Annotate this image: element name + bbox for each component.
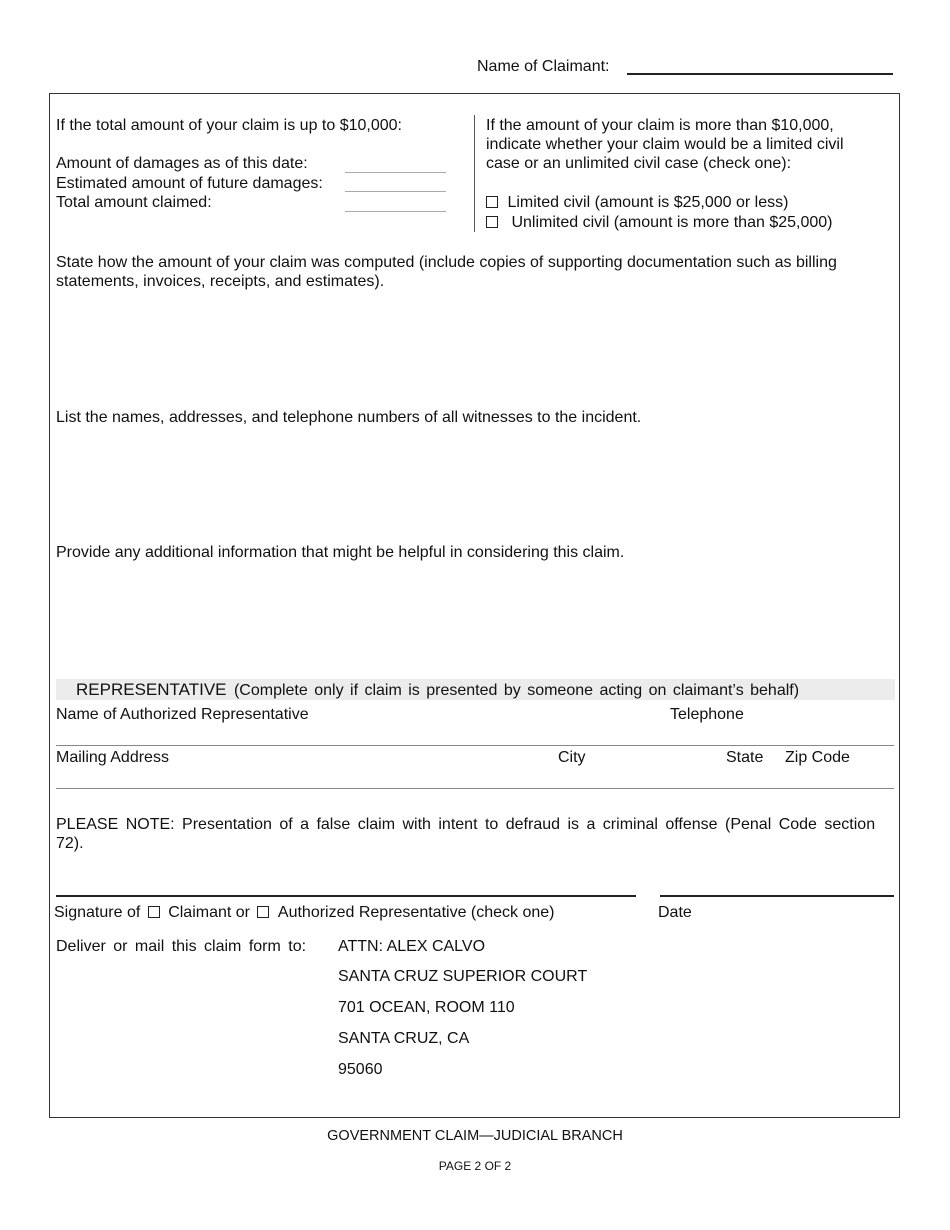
unlimited-civil-option[interactable] [486, 213, 832, 232]
delivery-line: 95060 [338, 1061, 383, 1078]
limited-civil-option[interactable] [486, 193, 788, 212]
claimant-name-field[interactable] [627, 73, 893, 75]
total-claimed-label: Total amount claimed: [56, 194, 212, 211]
total-claimed-field[interactable] [345, 211, 446, 212]
future-damages-field[interactable] [345, 191, 446, 192]
mailing-address-label: Mailing Address [56, 749, 169, 766]
claimant-option-label: Claimant or [168, 904, 250, 921]
damages-field[interactable] [345, 172, 446, 173]
delivery-line: ATTN: ALEX CALVO [338, 938, 486, 955]
future-damages-label: Estimated amount of future damages: [56, 175, 323, 192]
authorized-rep-option-label: Authorized Representative (check one) [277, 904, 555, 921]
amount-left-heading: If the total amount of your claim is up to $10,000: [56, 117, 402, 134]
rep-telephone-label: Telephone [670, 706, 744, 723]
amount-divider [474, 115, 475, 232]
form-title: GOVERNMENT CLAIM—JUDICIAL BRANCH [327, 1128, 623, 1144]
zip-code-label: Zip Code [785, 749, 850, 766]
date-field[interactable] [660, 895, 894, 897]
delivery-line: SANTA CRUZ SUPERIOR COURT [338, 968, 588, 985]
claimant-checkbox[interactable] [148, 906, 160, 918]
damages-label: Amount of damages as of this date: [56, 155, 308, 172]
delivery-label: Deliver or mail this claim form to: [56, 938, 307, 955]
claim-form-frame [49, 93, 900, 1118]
city-label: City [558, 749, 586, 766]
signature-row [54, 903, 555, 922]
rep-name-field[interactable] [56, 745, 894, 746]
delivery-line: SANTA CRUZ, CA [338, 1030, 470, 1047]
limited-civil-checkbox[interactable] [486, 196, 498, 208]
representative-title: REPRESENTATIVE [76, 680, 227, 699]
rep-name-label: Name of Authorized Representative [56, 706, 309, 723]
authorized-rep-checkbox[interactable] [257, 906, 269, 918]
computation-prompt: State how the amount of your claim was computed (include copies of supporting documentation such as billing statements, invoices, receipts, and estimates). [56, 254, 837, 290]
additional-info-prompt: Provide any additional information that might be helpful in considering this claim. [56, 544, 625, 561]
unlimited-civil-checkbox[interactable] [486, 216, 498, 228]
representative-header [76, 680, 799, 700]
signature-field[interactable] [56, 895, 636, 897]
mailing-address-field[interactable] [56, 788, 894, 789]
unlimited-civil-label: Unlimited civil (amount is more than $25,000) [511, 214, 833, 231]
page-number: PAGE 2 OF 2 [438, 1159, 512, 1173]
witness-prompt: List the names, addresses, and telephone numbers of all witnesses to the incident. [56, 409, 642, 426]
representative-subtitle: (Complete only if claim is presented by someone acting on claimant’s behalf) [233, 682, 800, 699]
date-label: Date [658, 904, 692, 921]
claimant-name-label: Name of Claimant: [477, 58, 610, 75]
signature-prefix: Signature of [54, 904, 141, 921]
state-label: State [726, 749, 764, 766]
limited-civil-label: Limited civil (amount is $25,000 or less) [507, 194, 789, 211]
amount-right-text: If the amount of your claim is more than $10,000, indicate whether your claim would be a limited civil case or an unlimited civil case (check one): [486, 117, 844, 172]
false-claim-note: PLEASE NOTE: Presentation of a false claim with intent to defraud is a criminal offense (Penal Code section 72). [56, 816, 876, 852]
delivery-line: 701 OCEAN, ROOM 110 [338, 999, 515, 1016]
